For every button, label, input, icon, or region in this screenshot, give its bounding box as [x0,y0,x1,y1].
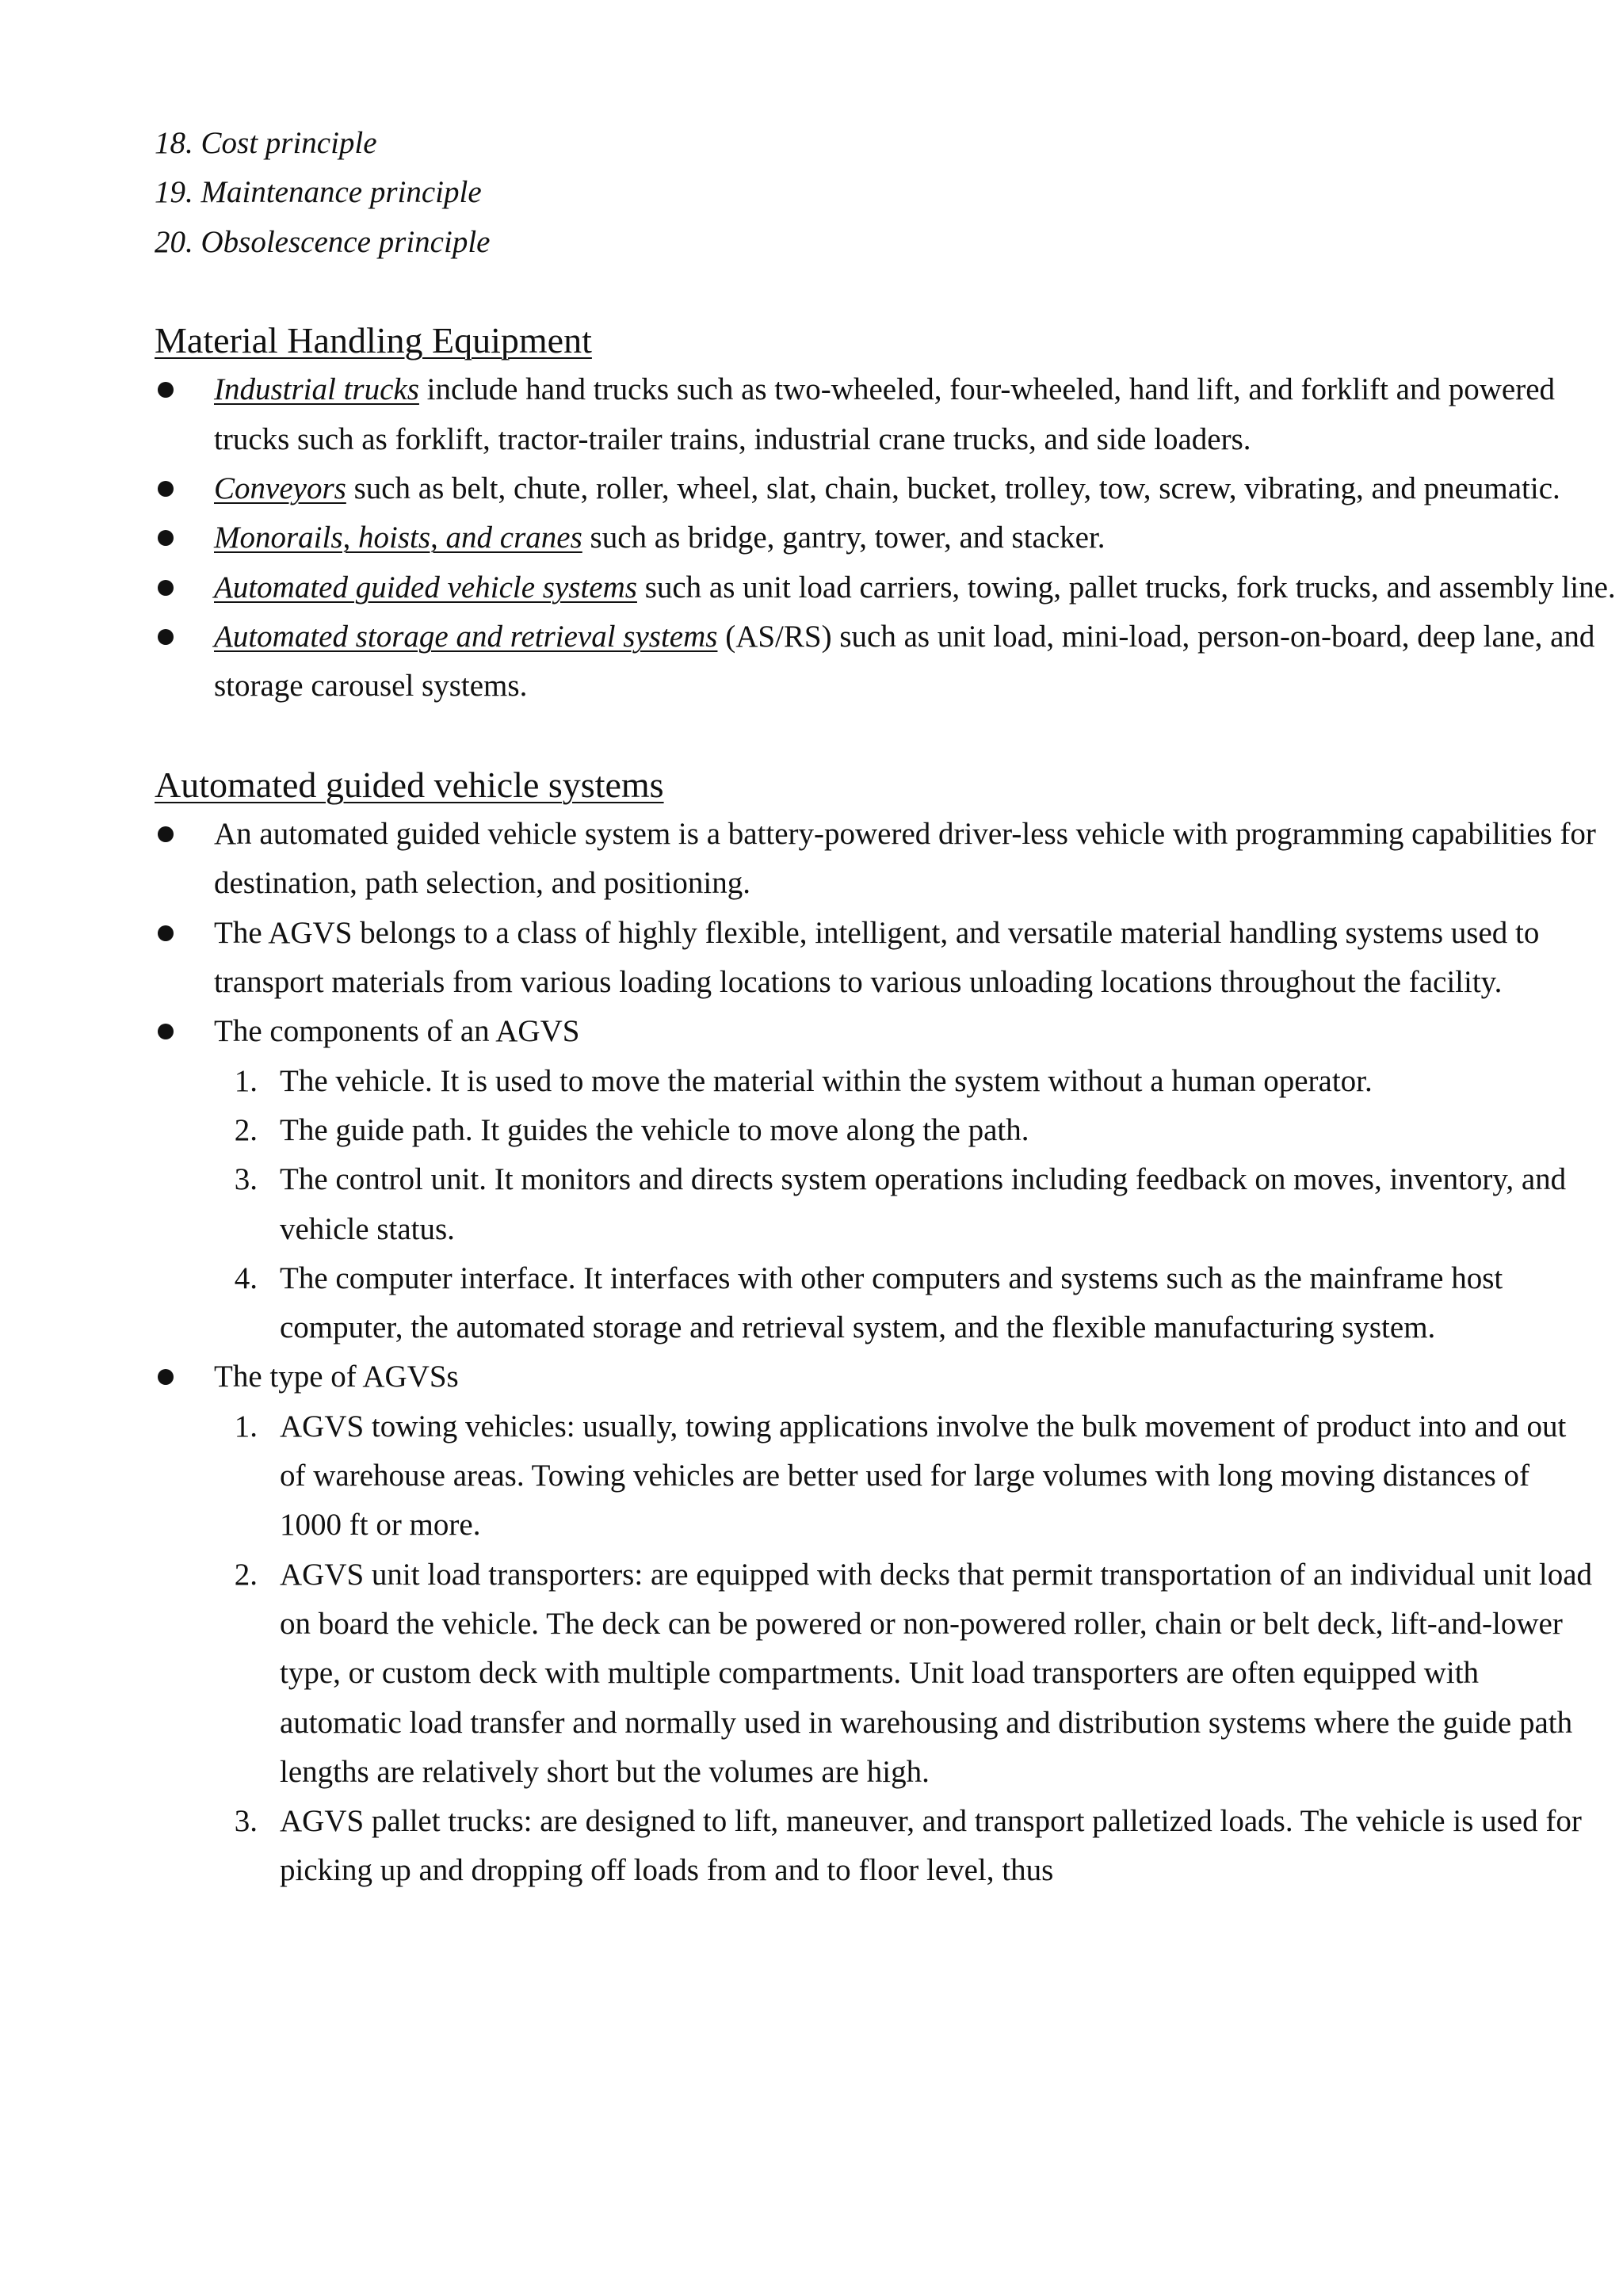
principle-20: 20. Obsolescence principle [155,224,491,259]
agvs-types-list [214,1402,1593,1896]
component-text: The guide path. It guides the vehicle to move along the path. [280,1112,1029,1147]
agvs-types-label: The type of AGVSs [214,1360,459,1394]
section-spacer [155,267,1486,316]
term-monorails-hoists-cranes: Monorails, hoists, and cranes [214,521,582,555]
component-text: The control unit. It monitors and directs system operations including feedback on moves, inventory, and vehicle status. [280,1162,1567,1246]
agvs-components-label: The components of an AGVS [214,1014,580,1049]
heading-material-handling-equipment: Material Handling Equipment [155,320,592,361]
list-number: 1. [234,1409,258,1444]
mhe-item-asrs [155,612,1623,711]
term-industrial-trucks: Industrial trucks [214,372,419,407]
bullet-icon [158,481,174,497]
bullet-icon [158,629,174,645]
agvs-bullet-text: An automated guided vehicle system is a battery-powered driver-less vehicle with programming capabilities for destination, path selection, and positioning. [214,817,1596,901]
term-asrs: Automated storage and retrieval systems [214,619,718,654]
mhe-item-agvs [155,563,1623,612]
component-item [214,1155,1598,1254]
component-text: The computer interface. It interfaces with other computers and systems such as the mainframe host computer, the automated storage and retrieval system, and the flexible manufacturing system. [280,1261,1503,1345]
principle-19: 19. Maintenance principle [155,175,482,210]
bullet-icon [158,530,174,546]
mhe-item-conveyors [155,464,1623,513]
bullet-icon [158,580,174,596]
agvs-components-list [214,1057,1567,1353]
principle-18: 18. Cost principle [155,126,377,160]
bullet-icon [158,826,174,842]
list-number: 2. [234,1112,258,1147]
type-text: AGVS towing vehicles: usually, towing applications involve the bulk movement of product into and out of warehouse areas. Towing vehicles are better used for large volumes with long moving distances of 1000 ft or more. [280,1409,1567,1543]
mhe-item-industrial-trucks [155,365,1623,464]
type-text: AGVS unit load transporters: are equipped with decks that permit transportation of an individual unit load on board the vehicle. The deck can be powered or non-powered roller, chain or belt deck, lift-and-lower type, or custom deck with multiple compartments. Unit load transporters are often equipped with automatic load transfer and normally used in warehousing and distribution systems where the guide path lengths are relatively short but the volumes are high. [280,1557,1593,1789]
component-item [214,1106,1598,1155]
agvs-bullet-definition [155,810,1623,909]
mhe-item-text: include hand trucks such as two-wheeled, four-wheeled, hand lift, and forklift and powered trucks such as forklift, tractor-trailer trains, industrial crane trucks, and side loaders. [214,372,1556,456]
mhe-item-monorails [155,513,1623,563]
type-item [214,1797,1598,1896]
list-number: 4. [234,1261,258,1295]
agvs-types-heading [155,1352,1623,1402]
component-text: The vehicle. It is used to move the material within the system without a human operator. [280,1063,1373,1098]
type-item [214,1550,1598,1797]
list-number: 3. [234,1162,258,1197]
list-number: 2. [234,1557,258,1592]
mhe-item-text: such as bridge, gantry, tower, and stacker. [582,521,1106,555]
agvs-components-heading [155,1007,1623,1056]
bullet-icon [158,382,174,398]
type-text: AGVS pallet trucks: are designed to lift, maneuver, and transport palletized loads. The vehicle is used for picking up and dropping off loads from and to floor level, thus [280,1804,1582,1888]
component-item [214,1254,1598,1353]
type-item [214,1402,1598,1550]
term-conveyors: Conveyors [214,471,346,506]
agvs-bullet-text: The AGVS belongs to a class of highly flexible, intelligent, and versatile material handling systems used to transport materials from various loading locations to various unloading locations throughout the facility. [214,915,1540,1000]
heading-automated-guided-vehicle-systems: Automated guided vehicle systems [155,764,664,805]
mhe-item-text: (AS/RS) such as unit load, mini-load, person-on-board, deep lane, and storage carousel systems. [214,619,1595,704]
mhe-item-text: such as belt, chute, roller, wheel, slat, chain, bucket, trolley, tow, screw, vibrating, and pneumatic. [346,471,1560,506]
bullet-icon [158,925,174,941]
list-number: 3. [234,1804,258,1839]
list-number: 1. [234,1063,258,1098]
section-spacer [155,711,1486,761]
agvs-bullet-class [155,909,1623,1008]
mhe-item-text: such as unit load carriers, towing, pallet trucks, fork trucks, and assembly line. [636,570,1616,605]
bullet-icon [158,1369,174,1385]
document-page [155,119,1616,1896]
component-item [214,1057,1598,1106]
bullet-icon [158,1024,174,1039]
term-agvs: Automated guided vehicle systems [214,570,637,605]
